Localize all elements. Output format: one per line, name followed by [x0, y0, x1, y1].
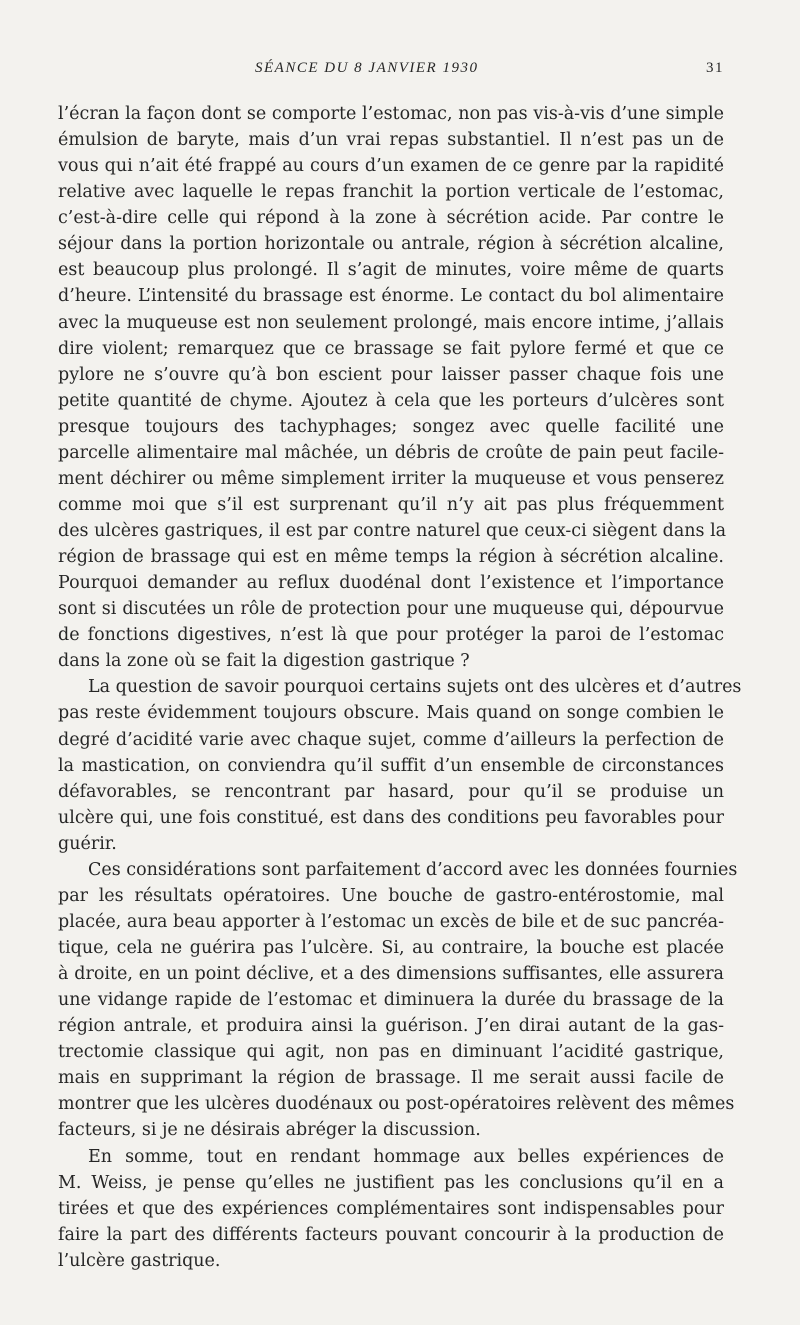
page-number: 31 — [706, 60, 724, 76]
text-line: est beaucoup plus prolongé. Il s’agit de minutes, voire même de quarts — [58, 260, 724, 281]
text-line: c’est-à-dire celle qui répond à la zone à sécrétion acide. Par contre le — [58, 208, 724, 229]
text-line: ulcère qui, une fois constitué, est dans des conditions peu favorables pour — [58, 807, 724, 828]
text-line: tique, cela ne guérira pas l’ulcère. Si, au contraire, la bouche est placée — [58, 938, 724, 958]
text-line: En somme, tout en rendant hommage aux belles expériences de — [88, 1146, 724, 1167]
text-line: dire violent; remarquez que ce brassage se fait pylore fermé et que ce — [58, 338, 724, 359]
running-title: SÉANCE DU 8 JANVIER 1930 — [255, 60, 479, 76]
text-line: d’heure. L’intensité du brassage est énorme. Le contact du bol alimentaire — [58, 286, 724, 307]
text-line: tirées et que des expériences complémentaires sont indispensables pour — [58, 1198, 724, 1219]
body-text — [58, 101, 742, 1274]
text-line: l’ulcère gastrique. — [58, 1250, 221, 1271]
text-line: placée, aura beau apporter à l’estomac un excès de bile et de suc pancréa- — [58, 911, 724, 932]
text-line: ment déchirer ou même simplement irriter la muqueuse et vous penserez — [58, 468, 724, 489]
text-line: M. Weiss, je pense qu’elles ne justifient pas les conclusions qu’il en a — [58, 1172, 724, 1193]
text-line: petite quantité de chyme. Ajoutez à cela que les porteurs d’ulcères sont — [58, 390, 724, 411]
paragraph — [58, 857, 738, 1144]
text-line: trectomie classique qui agit, non pas en diminuant l’acidité gastrique, — [58, 1042, 724, 1063]
paragraph — [58, 1144, 724, 1274]
text-line: défavorables, se rencontrant par hasard, pour qu’il se produise un — [58, 781, 724, 802]
text-line: Pourquoi demander au reflux duodénal dont l’existence et l’importance — [58, 573, 724, 594]
text-line: Ces considérations sont parfaitement d’accord avec les données fournies — [88, 859, 738, 880]
text-line: région antrale, et produira ainsi la guérison. J’en dirai autant de la gas- — [58, 1016, 724, 1037]
text-line: pas reste évidemment toujours obscure. Mais quand on songe combien le — [58, 703, 724, 724]
text-line: l’écran la façon dont se comporte l’estomac, non pas vis-à-vis d’une simple — [58, 104, 724, 124]
page — [58, 0, 742, 1325]
text-line: parcelle alimentaire mal mâchée, un débris de croûte de pain peut facile- — [58, 442, 724, 463]
text-line: par les résultats opératoires. Une bouche de gastro-entérostomie, mal — [58, 885, 724, 906]
text-line: à droite, en un point déclive, et a des dimensions suffisantes, elle assurera — [58, 964, 724, 985]
text-line: presque toujours des tachyphages; songez avec quelle facilité une — [58, 416, 724, 437]
text-line: région de brassage qui est en même temps la région à sécrétion alcaline. — [58, 547, 724, 568]
text-line: de fonctions digestives, n’est là que pour protéger la paroi de l’estomac — [58, 625, 724, 646]
text-line: la mastication, on conviendra qu’il suffit d’un ensemble de circonstances — [58, 755, 724, 776]
text-line: sont si discutées un rôle de protection pour une muqueuse qui, dépourvue — [58, 599, 724, 620]
text-line: faire la part des différents facteurs pouvant concourir à la production de — [58, 1224, 724, 1245]
text-line: pylore ne s’ouvre qu’à bon escient pour laisser passer chaque fois une — [58, 364, 724, 385]
paragraph — [58, 674, 742, 856]
text-line: La question de savoir pourquoi certains sujets ont des ulcères et d’autres — [88, 677, 742, 698]
text-line: comme moi que s’il est surprenant qu’il n’y ait pas plus fréquemment — [58, 494, 724, 515]
text-line: avec la muqueuse est non seulement prolongé, mais encore intime, j’allais — [58, 312, 724, 333]
text-line: vous qui n’ait été frappé au cours d’un examen de ce genre par la rapidité — [58, 156, 724, 177]
text-line: une vidange rapide de l’estomac et diminuera la durée du brassage de la — [58, 990, 724, 1011]
text-line: guérir. — [58, 833, 117, 854]
text-line: dans la zone où se fait la digestion gastrique ? — [58, 651, 470, 672]
text-line: degré d’acidité varie avec chaque sujet, comme d’ailleurs la perfection de — [58, 729, 724, 750]
text-line: des ulcères gastriques, il est par contre naturel que ceux-ci siègent dans la — [58, 521, 727, 541]
text-line: relative avec laquelle le repas franchit la portion verticale de l’estomac, — [58, 182, 724, 203]
text-line: mais en supprimant la région de brassage. Il me serait aussi facile de — [58, 1068, 724, 1089]
text-line: facteurs, si je ne désirais abréger la discussion. — [58, 1120, 481, 1141]
text-line: émulsion de baryte, mais d’un vrai repas substantiel. Il n’est pas un de — [58, 130, 724, 151]
text-line: montrer que les ulcères duodénaux ou post-opératoires relèvent des mêmes — [58, 1094, 735, 1115]
paragraph — [58, 101, 727, 674]
running-head — [58, 60, 724, 84]
text-line: séjour dans la portion horizontale ou antrale, région à sécrétion alcaline, — [58, 234, 724, 255]
